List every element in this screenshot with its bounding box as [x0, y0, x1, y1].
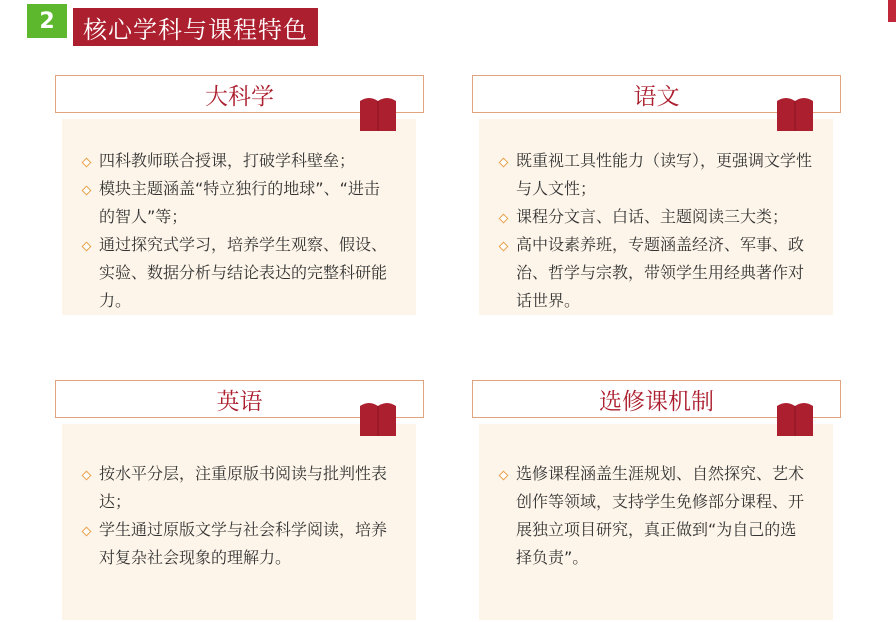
- card-chinese: [472, 75, 833, 315]
- card-english: [55, 380, 416, 620]
- diamond-bullet-icon: [82, 158, 92, 168]
- book-icon: [777, 400, 813, 436]
- list-item: 四科教师联合授课，打破学科壁垒；: [83, 147, 395, 175]
- list-item: 学生通过原版文学与社会科学阅读，培养对复杂社会现象的理解力。: [83, 516, 395, 572]
- diamond-bullet-icon: [499, 158, 509, 168]
- card-title: 选修课机制: [472, 380, 841, 418]
- list-item: 既重视工具性能力（读写），更强调文学性与人文性；: [500, 147, 812, 203]
- diamond-bullet-icon: [499, 214, 509, 224]
- book-icon: [360, 95, 396, 131]
- card-title: 大科学: [55, 75, 424, 113]
- diamond-bullet-icon: [499, 471, 509, 481]
- list-item: 选修课程涵盖生涯规划、自然探究、艺术创作等领域，支持学生免修部分课程、开展独立项目研究，真正做到“为自己的选择负责”。: [500, 460, 812, 572]
- list-item: 高中设素养班，专题涵盖经济、军事、政治、哲学与宗教，带领学生用经典著作对话世界。: [500, 231, 812, 315]
- book-icon: [360, 400, 396, 436]
- list-item: 通过探究式学习，培养学生观察、假设、实验、数据分析与结论表达的完整科研能力。: [83, 231, 395, 315]
- list-item: 按水平分层，注重原版书阅读与批判性表达；: [83, 460, 395, 516]
- section-title: 核心学科与课程特色: [73, 8, 318, 46]
- book-icon: [777, 95, 813, 131]
- list-item: 课程分文言、白话、主题阅读三大类；: [500, 203, 812, 231]
- diamond-bullet-icon: [82, 471, 92, 481]
- diamond-bullet-icon: [499, 242, 509, 252]
- card-title: 语文: [472, 75, 841, 113]
- card-science: [55, 75, 416, 315]
- edge-marker: [888, 0, 896, 22]
- card-title: 英语: [55, 380, 424, 418]
- list-item: 模块主题涵盖“特立独行的地球”、“进击的智人”等；: [83, 175, 395, 231]
- diamond-bullet-icon: [82, 186, 92, 196]
- diamond-bullet-icon: [82, 242, 92, 252]
- section-number: 2: [27, 4, 67, 38]
- card-electives: [472, 380, 833, 620]
- diamond-bullet-icon: [82, 527, 92, 537]
